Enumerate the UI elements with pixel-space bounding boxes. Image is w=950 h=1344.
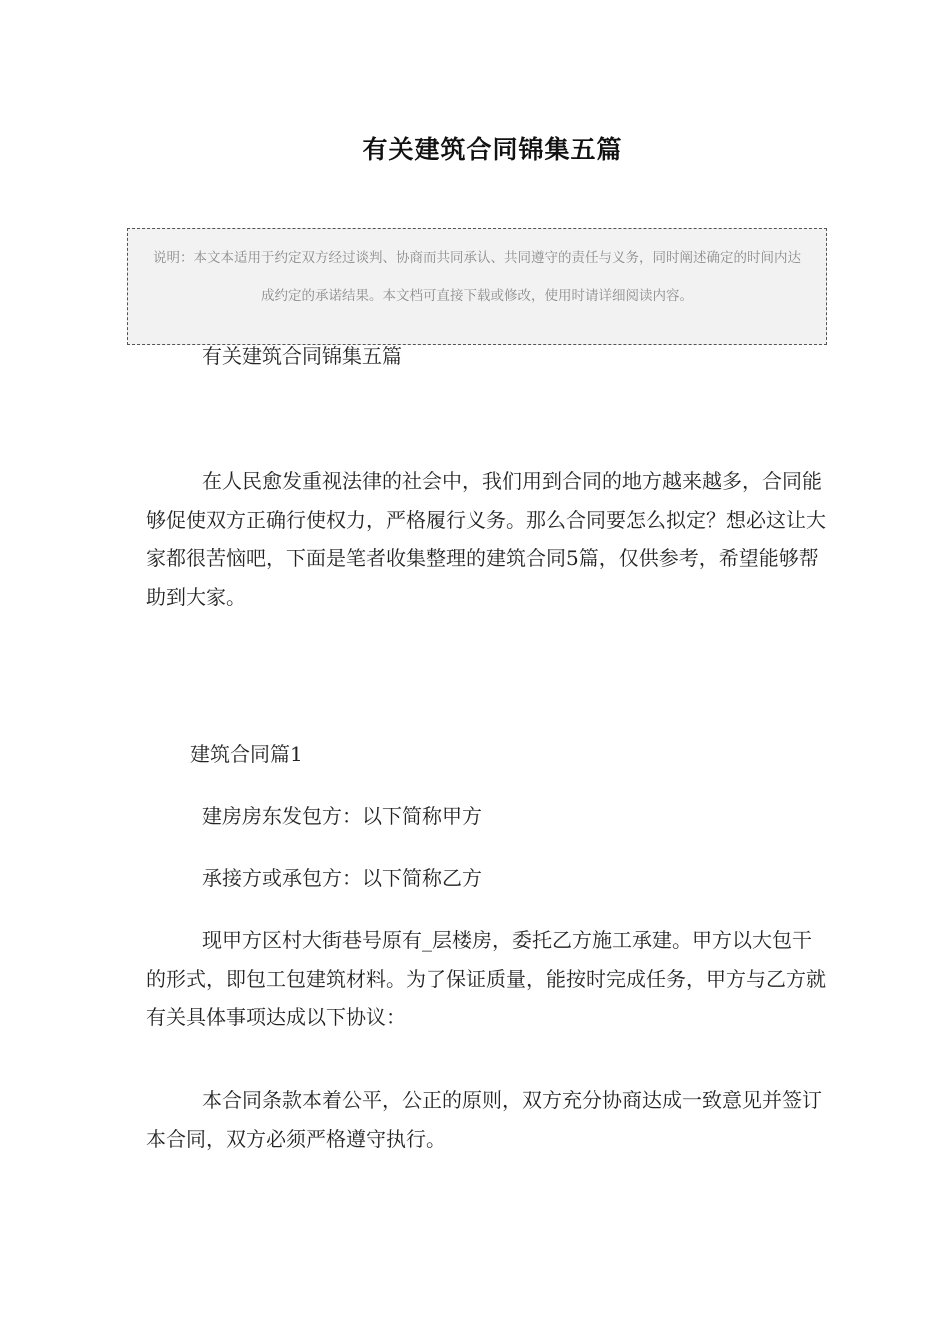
document-subtitle: 有关建筑合同锦集五篇 bbox=[202, 344, 402, 368]
party-a-line: 建房房东发包方：以下简称甲方 bbox=[202, 804, 482, 828]
notice-box bbox=[127, 228, 827, 345]
document-title: 有关建筑合同锦集五篇 bbox=[362, 135, 623, 164]
notice-text: 说明：本文本适用于约定双方经过谈判、协商而共同承认、共同遵守的责任与义务，同时阐述确定的时间内达成约定的承诺结果。本文档可直接下载或修改，使用时请详细阅读内容。 bbox=[153, 250, 801, 304]
clause-paragraph-2: 本合同条款本着公平，公正的原则，双方充分协商达成一致意见并签订本合同，双方必须严格遵守执行。 bbox=[146, 1088, 822, 1151]
party-b-line: 承接方或承包方：以下简称乙方 bbox=[202, 866, 482, 890]
section-heading: 建筑合同篇1 bbox=[190, 742, 303, 766]
intro-paragraph: 在人民愈发重视法律的社会中，我们用到合同的地方越来越多，合同能够促使双方正确行使权力，严格履行义务。那么合同要怎么拟定？想必这让大家都很苦恼吧，下面是笔者收集整理的建筑合同5篇，仅供参考，希望能够帮助到大家。 bbox=[146, 469, 826, 609]
clause-paragraph-1: 现甲方区村大街巷号原有_层楼房，委托乙方施工承建。甲方以大包干的形式，即包工包建筑材料。为了保证质量，能按时完成任务，甲方与乙方就有关具体事项达成以下协议： bbox=[146, 928, 826, 1029]
